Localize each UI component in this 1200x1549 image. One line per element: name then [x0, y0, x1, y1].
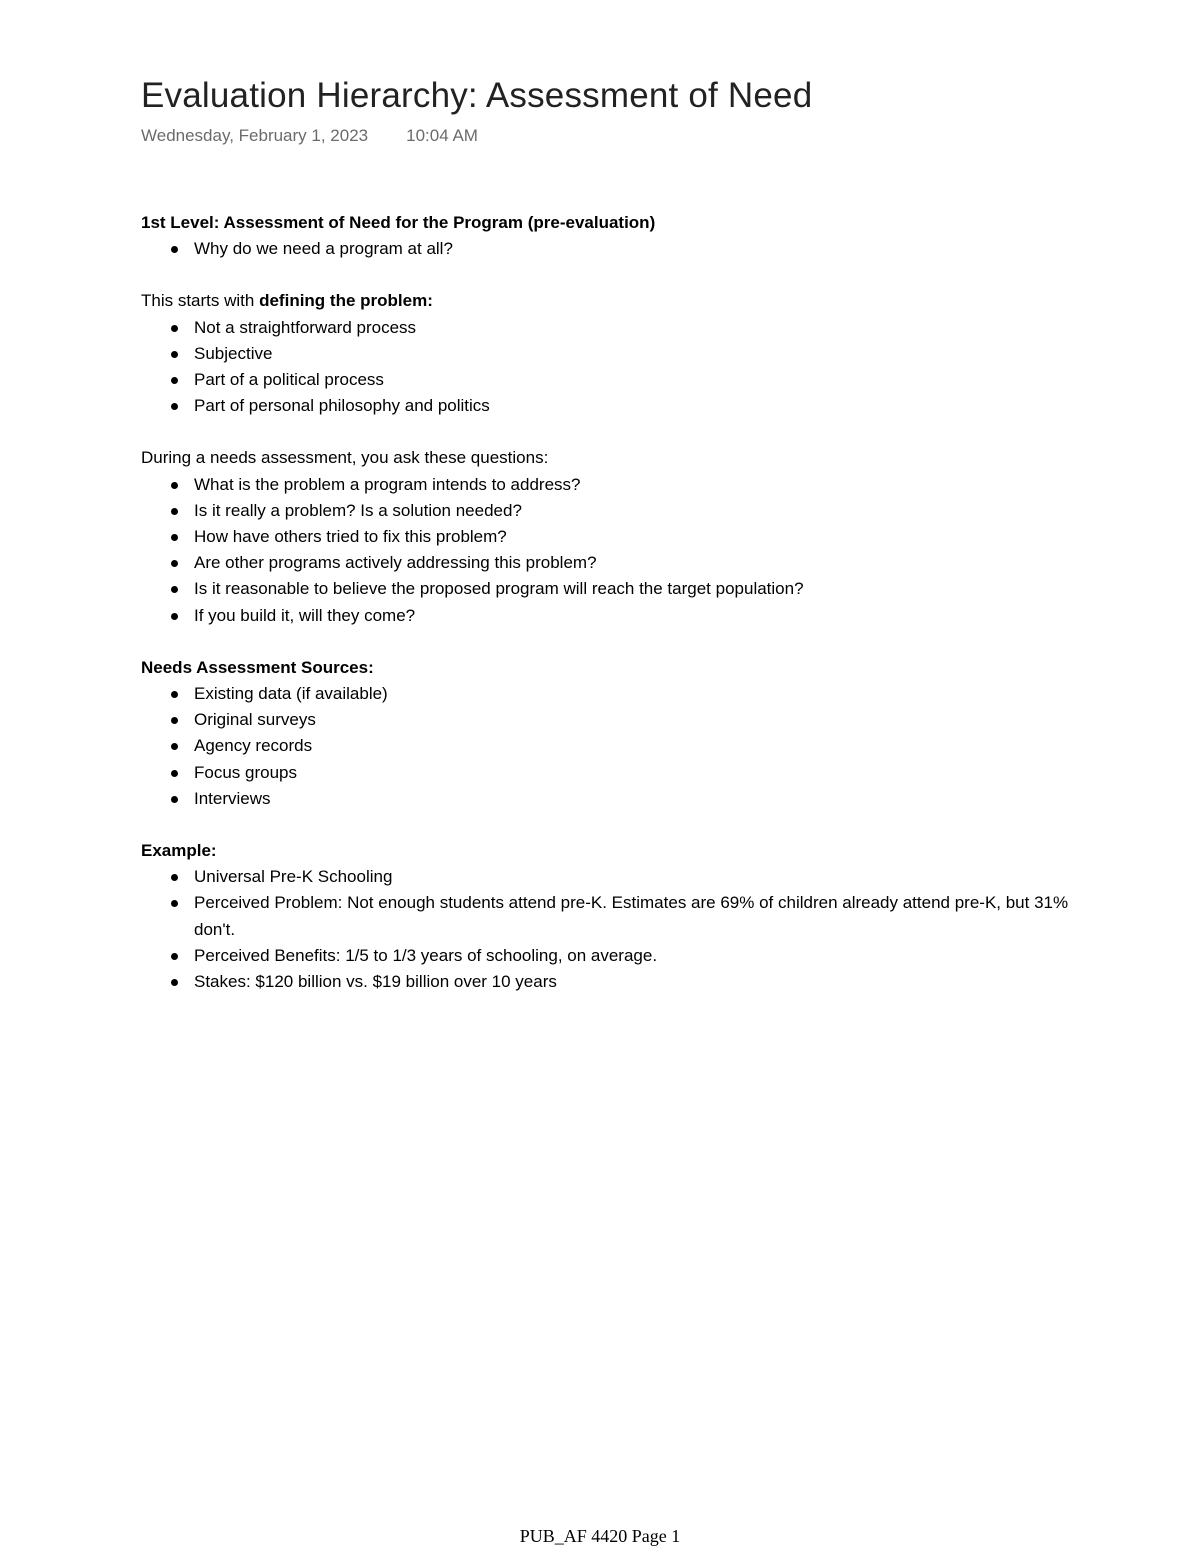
- section-example: [141, 838, 1101, 995]
- section-heading: Needs Assessment Sources:: [141, 657, 374, 677]
- bullet-list: [141, 864, 1101, 995]
- list-item: Universal Pre-K Schooling: [141, 864, 1101, 890]
- intro-text: This starts with: [141, 291, 260, 311]
- intro-bold-text: defining the problem:: [259, 291, 433, 311]
- bullet-list: [141, 236, 1101, 262]
- page-footer: PUB_AF 4420 Page 1: [519, 1526, 681, 1546]
- section-intro: [141, 288, 1101, 314]
- list-item: Is it reasonable to believe the proposed program will reach the target population?: [141, 576, 1101, 602]
- list-item: Is it really a problem? Is a solution needed?: [141, 498, 1101, 524]
- list-item: Original surveys: [141, 707, 1101, 733]
- list-item: Subjective: [141, 341, 1101, 367]
- section-questions: [141, 445, 1101, 628]
- list-item: Part of a political process: [141, 367, 1101, 393]
- list-item: Perceived Benefits: 1/5 to 1/3 years of schooling, on average.: [141, 943, 1101, 969]
- list-item: If you build it, will they come?: [141, 603, 1101, 629]
- bullet-list: [141, 472, 1101, 629]
- list-item: Part of personal philosophy and politics: [141, 393, 1101, 419]
- section-sources: [141, 655, 1101, 812]
- list-item: Perceived Problem: Not enough students attend pre-K. Estimates are 69% of children already attend pre-K, but 31% don't.: [141, 890, 1101, 942]
- bullet-list: [141, 315, 1101, 420]
- list-item: How have others tried to fix this problem?: [141, 524, 1101, 550]
- note-body: [141, 210, 1101, 995]
- section-intro: During a needs assessment, you ask these questions:: [141, 448, 549, 468]
- section-heading: 1st Level: Assessment of Need for the Program (pre-evaluation): [141, 213, 656, 232]
- page-title: Evaluation Hierarchy: Assessment of Need: [141, 76, 813, 115]
- timestamp: [141, 124, 1101, 148]
- list-item: Interviews: [141, 786, 1101, 812]
- list-item: Existing data (if available): [141, 681, 1101, 707]
- list-item: Stakes: $120 billion vs. $19 billion over 10 years: [141, 969, 1101, 995]
- list-item: Agency records: [141, 733, 1101, 759]
- note-date: Wednesday, February 1, 2023: [141, 126, 369, 145]
- section-heading: Example:: [141, 841, 217, 861]
- note-time: 10:04 AM: [406, 126, 478, 145]
- note-page: [141, 74, 1101, 1021]
- list-item: Not a straightforward process: [141, 315, 1101, 341]
- list-item: Focus groups: [141, 760, 1101, 786]
- list-item: Are other programs actively addressing this problem?: [141, 550, 1101, 576]
- list-item: What is the problem a program intends to address?: [141, 472, 1101, 498]
- section-defining-problem: [141, 288, 1101, 419]
- section-first-level: [141, 210, 1101, 262]
- list-item: Why do we need a program at all?: [141, 236, 1101, 262]
- bullet-list: [141, 681, 1101, 812]
